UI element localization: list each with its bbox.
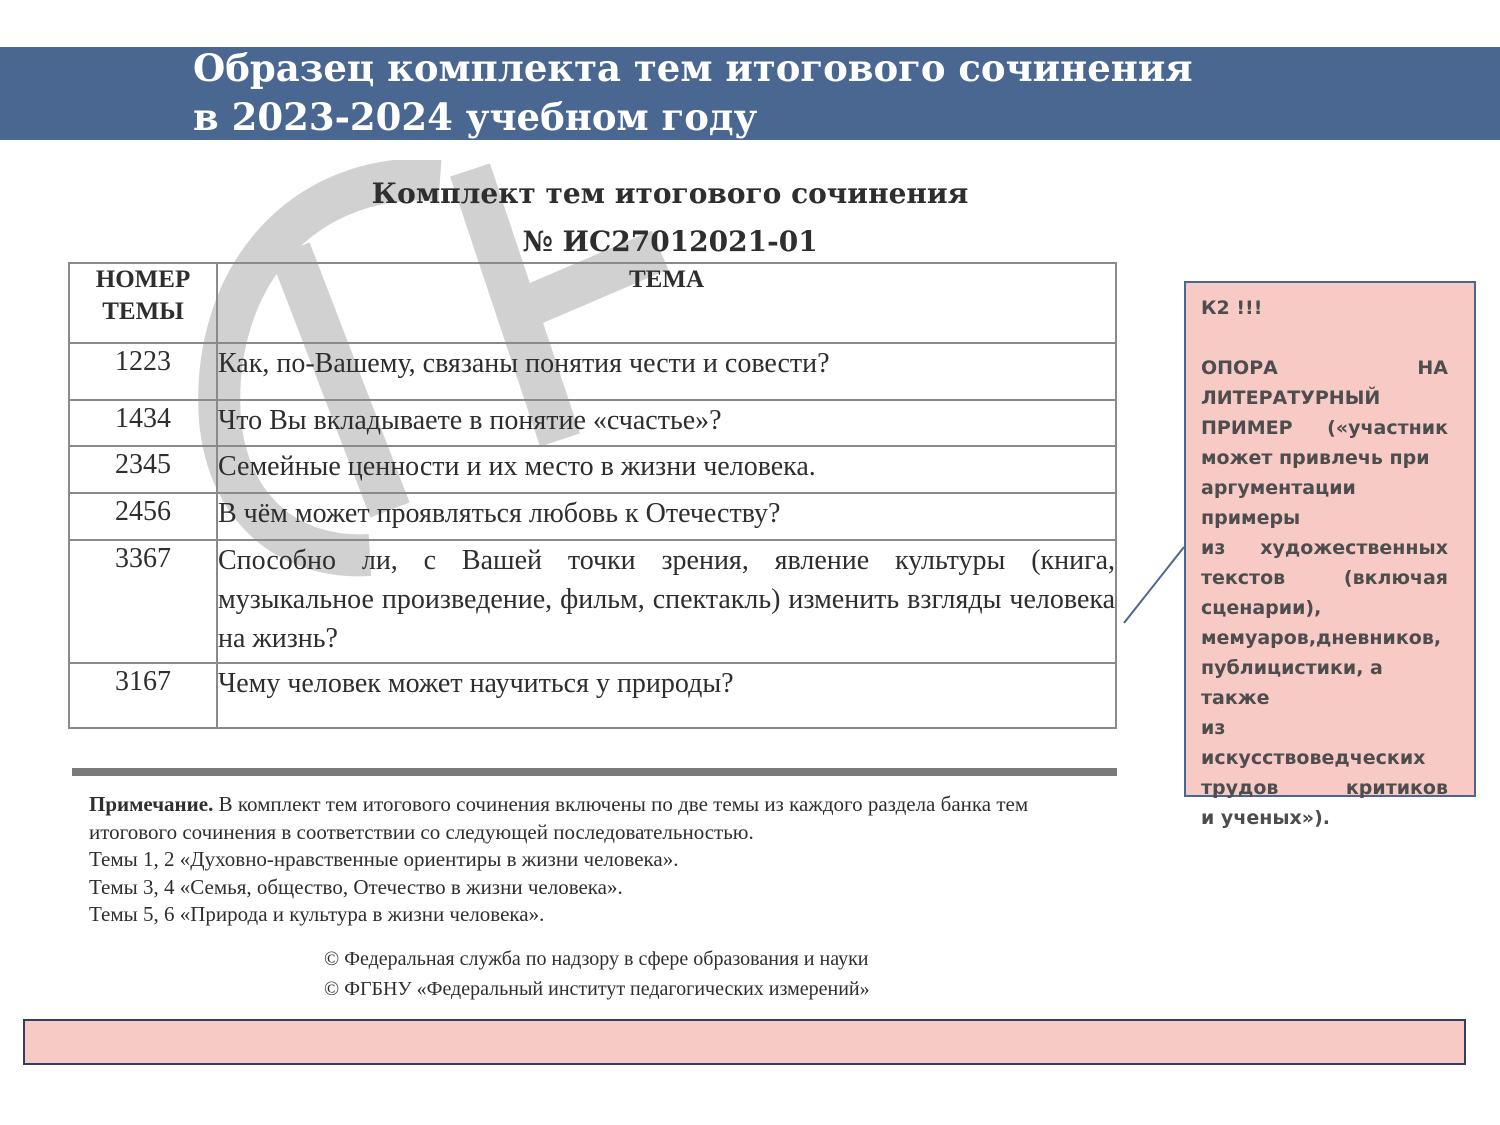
callout-pointer-line [1120,545,1190,627]
callout-line: трудов критиков [1201,777,1448,799]
k2-callout [1184,281,1476,829]
copyright-block [324,944,1024,1004]
callout-line: и ученых»). [1201,807,1330,829]
callout-line: из искусствоведческих [1201,717,1426,769]
document-title: Комплект тем итогового сочинения № ИС27012021-01 [371,177,969,258]
callout-line: ОПОРА НА [1201,357,1448,379]
topic-number: 3367 [69,540,217,663]
table-row [69,343,1116,400]
callout-line: аргументации [1201,477,1356,499]
bottom-bar [23,1019,1466,1065]
note-block [89,791,1089,929]
callout-line: ЛИТЕРАТУРНЫЙ [1201,387,1381,409]
note-line: Темы 3, 4 «Семья, общество, Отечество в жизни человека». [89,874,623,899]
table-row [69,663,1116,728]
callout-spacer [1201,323,1448,353]
callout-line: мемуаров,дневников, [1201,627,1442,649]
callout-heading: К2 !!! [1201,297,1263,319]
table-row [69,400,1116,446]
column-header-number: НОМЕР ТЕМЫ [69,263,217,343]
note-label: Примечание. [89,792,214,816]
note-line: Темы 1, 2 «Духовно-нравственные ориентиры в жизни человека». [89,847,679,871]
callout-line: из художественных [1201,537,1448,559]
copyright-line: © ФГБНУ «Федеральный институт педагогических измерений» [324,978,870,1000]
topic-number: 1434 [69,400,217,446]
topic-number: 3167 [69,663,217,728]
topic-text: Способно ли, с Вашей точки зрения, явление культуры (книга, музыкальное произведение, фильм, спектакль) изменить взгляды человека на жизнь? [217,540,1116,663]
callout-line: ПРИМЕР («участник [1201,417,1448,439]
table-row [69,493,1116,540]
table-row [69,540,1116,663]
table-header-row [69,263,1116,343]
note-text: В комплект тем итогового сочинения включены по две темы из каждого раздела банка тем [213,792,1029,816]
callout-line: публицистики, а также [1201,657,1383,709]
callout-line: может привлечь при [1201,447,1430,469]
note-line: Темы 5, 6 «Природа и культура в жизни человека». [89,902,545,926]
note-line: итогового сочинения в соответствии со следующей последовательностью. [89,819,754,844]
section-divider [72,768,1117,776]
slide-title: Образец комплекта тем итогового сочинения в 2023-2024 учебном году [193,46,1193,139]
callout-line: текстов (включая [1201,567,1448,589]
topics-table [68,262,1117,729]
topic-number: 2456 [69,493,217,540]
callout-line: примеры [1201,507,1301,529]
topic-text: Чему человек может научиться у природы? [217,663,1116,728]
topic-number: 2345 [69,446,217,493]
callout-line: сценарии), [1201,597,1322,619]
note-line [89,791,1089,819]
table-row [69,446,1116,493]
topic-text: Как, по-Вашему, связаны понятия чести и совести? [217,343,1116,400]
column-header-topic: ТЕМА [217,263,1116,343]
topic-text: В чём может проявляться любовь к Отечеству? [217,493,1116,540]
topic-number: 1223 [69,343,217,400]
topic-text: Что Вы вкладываете в понятие «счастье»? [217,400,1116,446]
topic-text: Семейные ценности и их место в жизни человека. [217,446,1116,493]
copyright-line: © Федеральная служба по надзору в сфере образования и науки [324,948,869,970]
